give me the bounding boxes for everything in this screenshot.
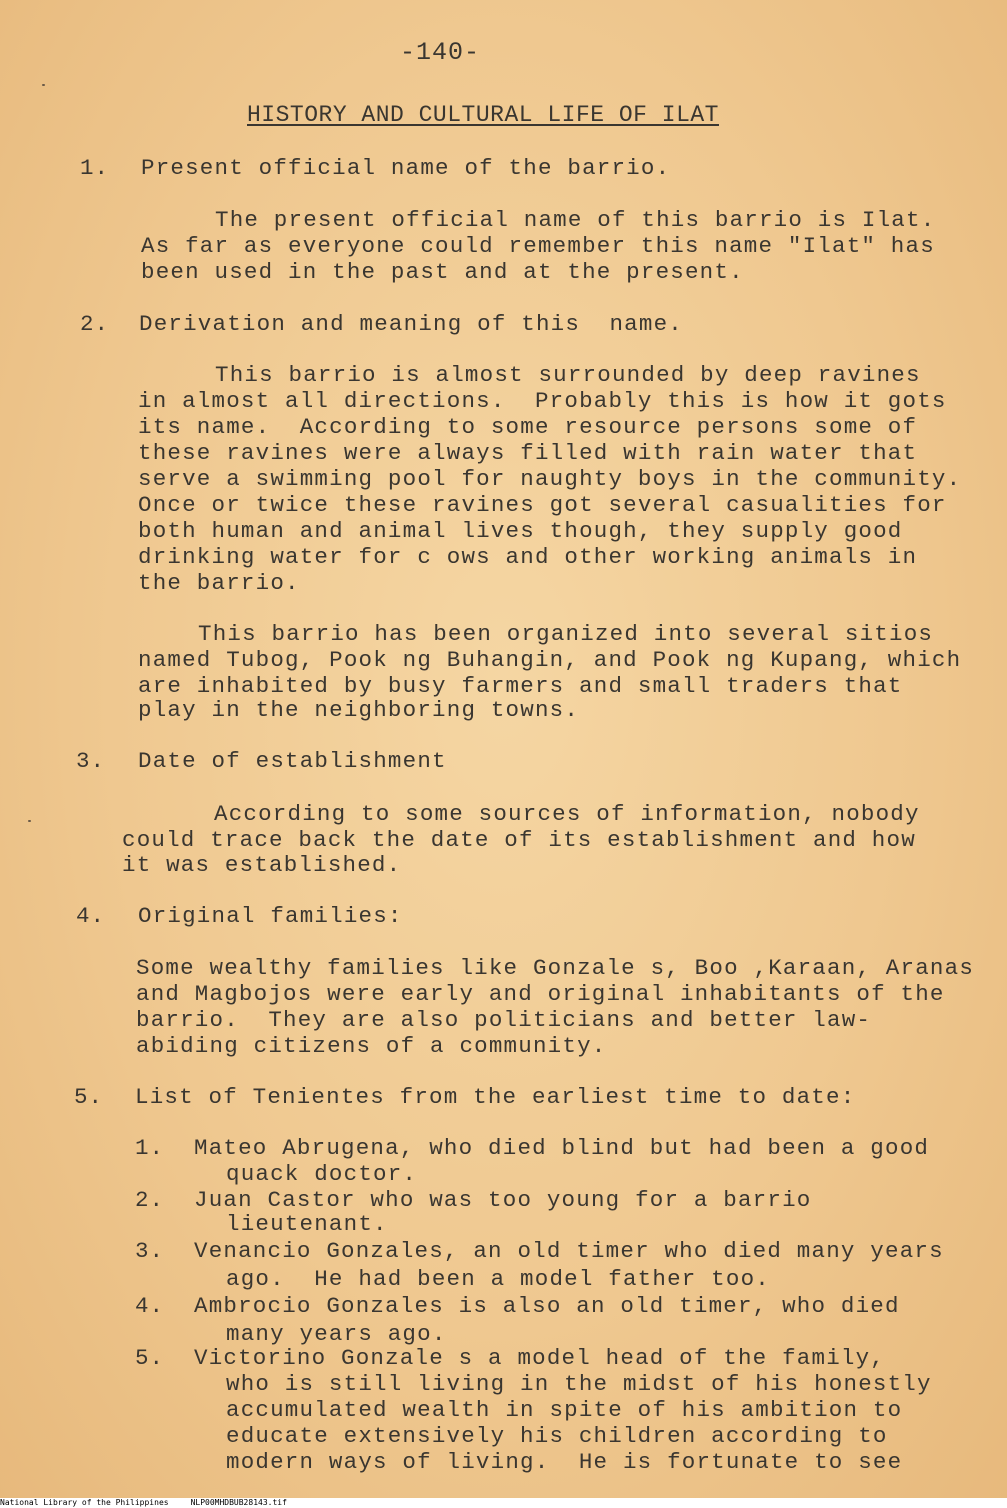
list-item-line: ago. He had been a model father too. xyxy=(226,1266,770,1292)
section-number: 3. xyxy=(76,748,106,774)
paragraph-line: barrio. They are also politicians and better law- xyxy=(136,1007,872,1033)
section-number: 1. xyxy=(80,155,110,181)
paragraph-line: been used in the past and at the present. xyxy=(141,259,744,285)
list-item-number: 1. xyxy=(135,1135,165,1161)
paragraph-line: Some wealthy families like Gonzale s, Boo ,Karaan, Aranas xyxy=(136,955,975,981)
list-item-line: quack doctor. xyxy=(226,1161,418,1187)
paragraph-line: in almost all directions. Probably this is how it gots xyxy=(138,388,947,414)
list-item-line: educate extensively his children according to xyxy=(226,1423,888,1449)
paragraph-line: it was established. xyxy=(122,852,402,878)
footer-file-id: NLP00MHDBUB28143.tif xyxy=(190,1498,287,1507)
paragraph-line: This barrio has been organized into several sitios xyxy=(198,621,934,647)
list-item-number: 5. xyxy=(135,1345,165,1371)
paragraph-line: could trace back the date of its establishment and how xyxy=(122,827,916,853)
paragraph-line: play in the neighboring towns. xyxy=(138,697,580,723)
page-title: HISTORY AND CULTURAL LIFE OF ILAT xyxy=(247,102,719,128)
list-item-line: lieutenant. xyxy=(226,1211,388,1237)
section-number: 4. xyxy=(76,903,106,929)
section-heading: Present official name of the barrio. xyxy=(141,155,671,181)
paragraph-line: named Tubog, Pook ng Buhangin, and Pook ng Kupang, which xyxy=(138,647,962,673)
section-heading: Date of establishment xyxy=(138,748,447,774)
list-item-line: Venancio Gonzales, an old timer who died many years xyxy=(194,1238,944,1264)
list-item-line: modern ways of living. He is fortunate to see xyxy=(226,1449,903,1475)
paragraph-line: serve a swimming pool for naughty boys in the community. xyxy=(138,466,962,492)
paragraph-line: these ravines were always filled with rain water that xyxy=(138,440,918,466)
paper-speck xyxy=(28,820,31,822)
list-item-line: accumulated wealth in spite of his ambition to xyxy=(226,1397,903,1423)
section-heading: List of Tenientes from the earliest time to date: xyxy=(135,1084,856,1110)
section-number: 2. xyxy=(80,311,110,337)
page-number: -140- xyxy=(399,38,480,67)
list-item-line: Victorino Gonzale s a model head of the family, xyxy=(194,1345,886,1371)
list-item-line: who is still living in the midst of his honestly xyxy=(226,1371,932,1397)
paragraph-line: The present official name of this barrio is Ilat. xyxy=(215,207,936,233)
paper-speck xyxy=(42,84,45,86)
section-number: 5. xyxy=(74,1084,104,1110)
list-item-number: 4. xyxy=(135,1293,165,1319)
footer-library: National Library of the Philippines xyxy=(0,1498,169,1507)
list-item-line: Ambrocio Gonzales is also an old timer, who died xyxy=(194,1293,900,1319)
paragraph-line: both human and animal lives though, they supply good xyxy=(138,518,903,544)
section-heading: Derivation and meaning of this name. xyxy=(139,311,683,337)
paragraph-line: drinking water for c ows and other working animals in xyxy=(138,544,918,570)
list-item-number: 2. xyxy=(135,1187,165,1213)
paragraph-line: According to some sources of information, nobody xyxy=(214,801,920,827)
paragraph-line: Once or twice these ravines got several casualities for xyxy=(138,492,947,518)
list-item-line: Juan Castor who was too young for a barrio xyxy=(194,1187,812,1213)
list-item-line: Mateo Abrugena, who died blind but had been a good xyxy=(194,1135,930,1161)
archive-footer xyxy=(0,1498,1007,1508)
paragraph-line: abiding citizens of a community. xyxy=(136,1033,607,1059)
paragraph-line: As far as everyone could remember this name "Ilat" has xyxy=(141,233,935,259)
paragraph-line: are inhabited by busy farmers and small traders that xyxy=(138,673,903,699)
list-item-number: 3. xyxy=(135,1238,165,1264)
section-heading: Original families: xyxy=(138,903,403,929)
paragraph-line: and Magbojos were early and original inhabitants of the xyxy=(136,981,945,1007)
list-item-line: many years ago. xyxy=(226,1321,447,1347)
paragraph-line: This barrio is almost surrounded by deep ravines xyxy=(215,362,921,388)
paragraph-line: its name. According to some resource persons some of xyxy=(138,414,918,440)
paragraph-line: the barrio. xyxy=(138,570,300,596)
